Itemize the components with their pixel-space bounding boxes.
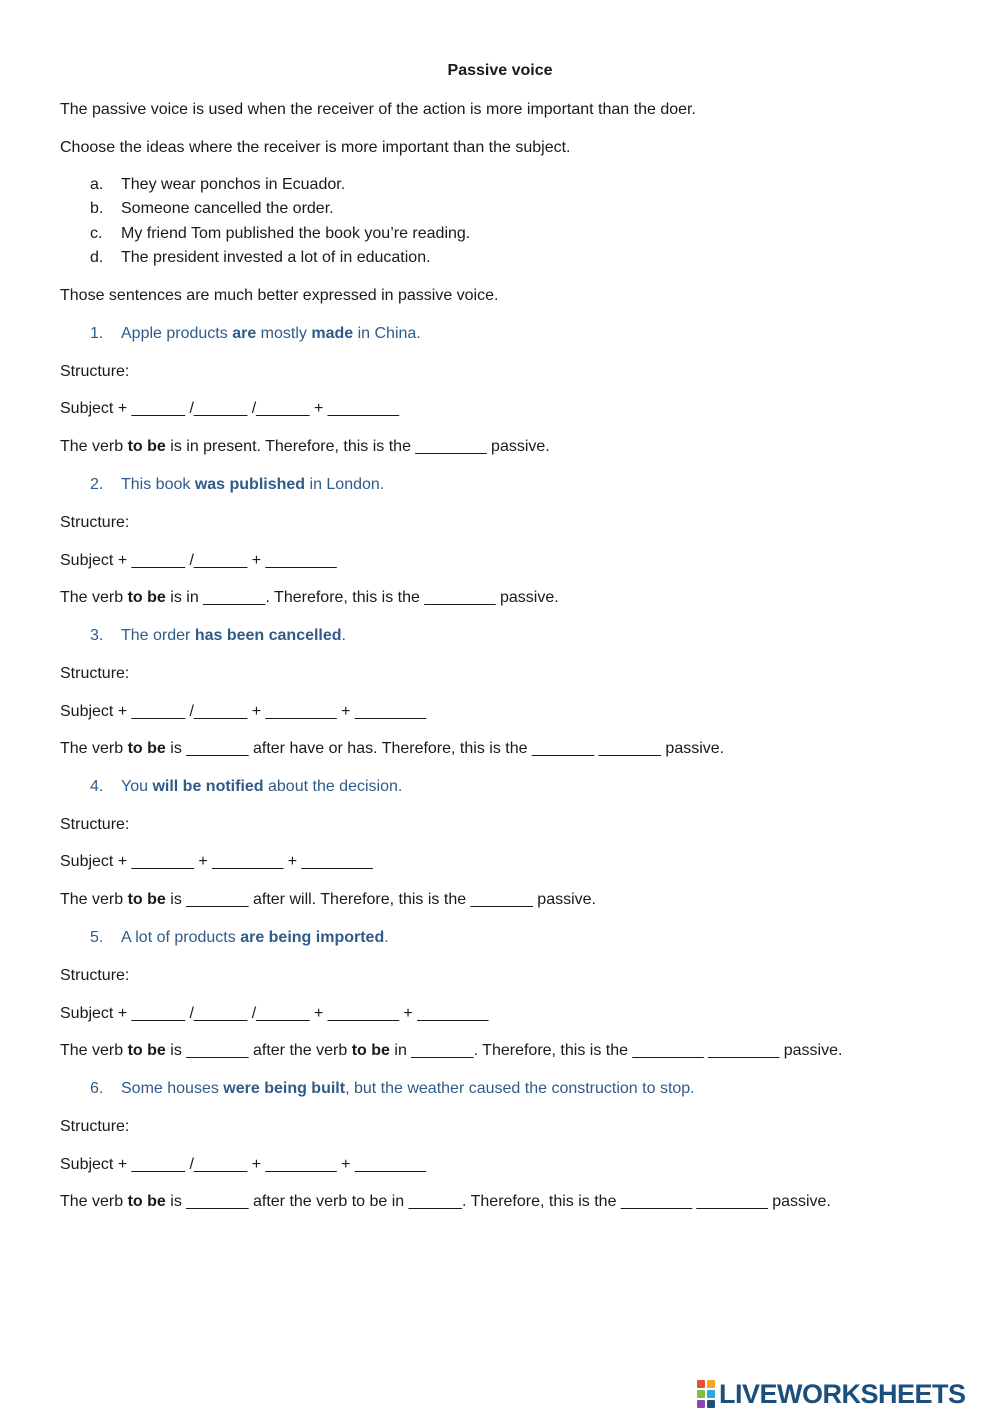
text-segment: , but the weather caused the construction to stop. bbox=[345, 1080, 695, 1097]
exercise-sentence bbox=[121, 1079, 695, 1099]
structure-label: Structure: bbox=[60, 514, 130, 531]
emphasis-text: to be bbox=[127, 1193, 166, 1210]
exercise-number: 4. bbox=[90, 778, 104, 795]
text-segment: You bbox=[121, 778, 153, 795]
option-text: Someone cancelled the order. bbox=[121, 200, 334, 217]
structure-formula: Subject + ______ /______ /______ + ________ + ________ bbox=[60, 1005, 489, 1022]
option-text: They wear ponchos in Ecuador. bbox=[121, 176, 346, 193]
text-segment: in London. bbox=[305, 476, 385, 493]
exercise-note bbox=[60, 890, 596, 910]
exercise-number: 2. bbox=[90, 476, 104, 493]
structure-formula: Subject + ______ /______ + ________ + ________ bbox=[60, 703, 427, 720]
option-text: My friend Tom published the book you’re reading. bbox=[121, 225, 471, 242]
emphasis-text: to be bbox=[127, 740, 166, 757]
structure-label: Structure: bbox=[60, 816, 130, 833]
instruction-text: Choose the ideas where the receiver is more important than the subject. bbox=[60, 139, 571, 156]
exercise-note bbox=[60, 1192, 831, 1212]
emphasis-text: has been cancelled bbox=[194, 627, 342, 644]
option-letter: a. bbox=[90, 176, 104, 193]
text-segment: The verb bbox=[60, 1042, 128, 1059]
logo-square bbox=[707, 1380, 715, 1388]
exercise-number: 5. bbox=[90, 929, 104, 946]
exercise-sentence bbox=[121, 928, 389, 948]
logo-mark-icon bbox=[697, 1380, 715, 1408]
text-segment: The order bbox=[121, 627, 195, 644]
exercise-number: 3. bbox=[90, 627, 104, 644]
text-segment: The verb bbox=[60, 589, 128, 606]
text-segment: in China. bbox=[353, 325, 421, 342]
emphasis-text: are being imported bbox=[240, 929, 385, 946]
text-segment: This book bbox=[121, 476, 195, 493]
structure-formula: Subject + ______ /______ /______ + ________ bbox=[60, 400, 399, 417]
text-segment: is _______ after have or has. Therefore, this is the _______ _______ passive. bbox=[165, 740, 725, 757]
logo-square bbox=[697, 1390, 705, 1398]
exercise-note bbox=[60, 1041, 842, 1061]
page-title: Passive voice bbox=[447, 62, 553, 79]
emphasis-text: are bbox=[232, 325, 257, 342]
emphasis-text: to be bbox=[127, 891, 166, 908]
logo-square bbox=[697, 1400, 705, 1408]
exercise-sentence bbox=[121, 475, 384, 495]
structure-formula: Subject + ______ /______ + ________ bbox=[60, 552, 337, 569]
text-segment: The verb bbox=[60, 891, 128, 908]
exercise-sentence bbox=[121, 626, 346, 646]
text-segment: . bbox=[384, 929, 389, 946]
structure-label: Structure: bbox=[60, 665, 130, 682]
liveworksheets-logo[interactable] bbox=[697, 1378, 966, 1410]
structure-label: Structure: bbox=[60, 967, 130, 984]
text-segment: is _______ after the verb to be in ______. Therefore, this is the ________ ________ passive. bbox=[165, 1193, 831, 1210]
intro-text: The passive voice is used when the receiver of the action is more important than the doer. bbox=[60, 101, 696, 118]
text-segment: mostly bbox=[256, 325, 312, 342]
exercise-sentence bbox=[121, 324, 421, 344]
text-segment: Some houses bbox=[121, 1080, 224, 1097]
text-segment: is in present. Therefore, this is the ________ passive. bbox=[165, 438, 550, 455]
emphasis-text: to be bbox=[127, 589, 166, 606]
exercise-sentence bbox=[121, 777, 402, 797]
logo-square bbox=[707, 1400, 715, 1408]
text-segment: A lot of products bbox=[121, 929, 241, 946]
emphasis-text: was published bbox=[194, 476, 306, 493]
option-letter: c. bbox=[90, 225, 103, 242]
structure-label: Structure: bbox=[60, 1118, 130, 1135]
text-segment: is in _______. Therefore, this is the ________ passive. bbox=[165, 589, 559, 606]
emphasis-text: to be bbox=[351, 1042, 390, 1059]
text-segment: The verb bbox=[60, 740, 128, 757]
text-segment: is _______ after the verb bbox=[165, 1042, 352, 1059]
logo-square bbox=[697, 1380, 705, 1388]
exercise-note bbox=[60, 739, 724, 759]
logo-text: LIVEWORKSHEETS bbox=[719, 1378, 966, 1409]
option-text: The president invested a lot of in education. bbox=[121, 249, 431, 266]
option-letter: b. bbox=[90, 200, 104, 217]
exercise-number: 6. bbox=[90, 1080, 104, 1097]
text-segment: Apple products bbox=[121, 325, 233, 342]
option-letter: d. bbox=[90, 249, 104, 266]
text-segment: in _______. Therefore, this is the ________ ________ passive. bbox=[389, 1042, 843, 1059]
emphasis-text: were being built bbox=[223, 1080, 346, 1097]
text-segment: The verb bbox=[60, 1193, 128, 1210]
exercise-note bbox=[60, 588, 559, 608]
emphasis-text: to be bbox=[127, 438, 166, 455]
emphasis-text: will be notified bbox=[152, 778, 264, 795]
structure-label: Structure: bbox=[60, 363, 130, 380]
exercise-number: 1. bbox=[90, 325, 104, 342]
text-segment: . bbox=[341, 627, 346, 644]
conclusion-text: Those sentences are much better expressed in passive voice. bbox=[60, 287, 499, 304]
emphasis-text: made bbox=[311, 325, 354, 342]
text-segment: about the decision. bbox=[263, 778, 403, 795]
text-segment: is _______ after will. Therefore, this is the _______ passive. bbox=[165, 891, 596, 908]
structure-formula: Subject + _______ + ________ + ________ bbox=[60, 853, 373, 870]
emphasis-text: to be bbox=[127, 1042, 166, 1059]
structure-formula: Subject + ______ /______ + ________ + ________ bbox=[60, 1156, 427, 1173]
logo-square bbox=[707, 1390, 715, 1398]
exercise-note bbox=[60, 437, 550, 457]
text-segment: The verb bbox=[60, 438, 128, 455]
